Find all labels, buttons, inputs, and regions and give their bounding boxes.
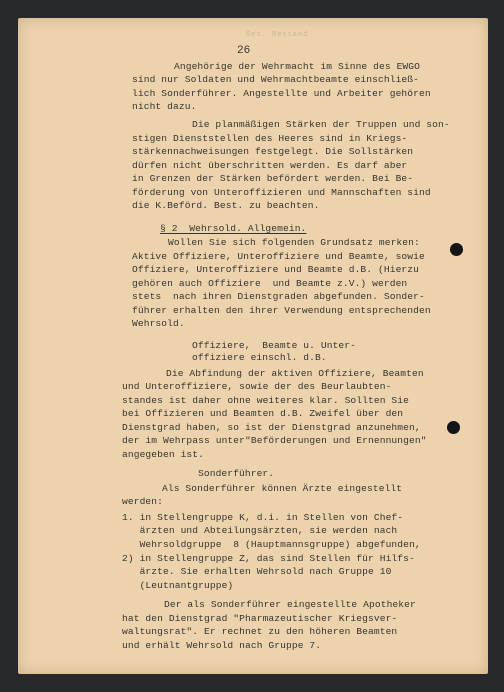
subheading: Sonderführer. [198,468,275,479]
text-line: nicht dazu. [132,101,197,112]
text-line: Der als Sonderführer eingestellte Apotheker [164,599,416,610]
text-line: lich Sonderführer. Angestellte und Arbeiter gehören [132,88,431,99]
text-line: gehören auch Offiziere und Beamte z.V.) werden [132,278,408,289]
text-line: und Unteroffiziere, sowie der des Beurlaubten- [122,381,392,392]
list-item: ärzte. Sie erhalten Wehrsold nach Gruppe 10 [122,566,392,577]
text-line: werden: [122,496,164,507]
text-line: Dienstgrad haben, so ist der Dienstgrad anzunehmen, [122,422,421,433]
text-line: Angehörige der Wehrmacht im Sinne des EWGO [174,61,421,72]
subheading: Offiziere, Beamte u. Unter- [192,340,357,351]
text-line: der im Wehrpass unter"Beförderungen und Ernennungen" [122,435,427,446]
list-item: ärzten und Abteilungsärzten, sie werden nach [122,525,398,536]
text-line: und erhält Wehrsold nach Gruppe 7. [122,640,322,651]
text-line: förderung von Unteroffizieren und Mannschaften sind [132,187,431,198]
text-line: stärkennachweisungen festgelegt. Die Sollstärken [132,146,414,157]
list-item: Wehrsoldgruppe 8 (Hauptmannsgruppe) abgefunden, [122,539,421,550]
list-item: 1. in Stellengruppe K, d.i. in Stellen von Chef- [122,512,404,523]
text-line: bei Offizieren und Beamten d.B. Zweifel über den [122,408,404,419]
text-line: stets nach ihren Dienstgraden abgefunden. Sonder- [132,291,425,302]
text-line: angegeben ist. [122,449,205,460]
text-line: Die planmäßigen Stärken der Truppen und son- [192,119,450,130]
text-line: Offiziere, Unteroffiziere und Beamte d.B. (Hierzu [132,264,420,275]
text-line: dürfen nicht überschritten werden. Es darf aber [132,160,408,171]
text-line: standes ist daher ohne weiteres klar. Sollten Sie [122,395,410,406]
page-number: 26 [237,45,251,57]
list-item: 2) in Stellengruppe Z, das sind Stellen für Hilfs- [122,553,415,564]
text-line: Die Abfindung der aktiven Offiziere, Beamten [166,368,424,379]
text-line: in Grenzen der Stärken befördert werden. Bei Be- [132,173,414,184]
text-line: führer erhalten den ihrer Verwendung entsprechenden [132,305,431,316]
subheading: offiziere einschl. d.B. [192,352,327,363]
text-line: Wollen Sie sich folgenden Grundsatz merken: [168,237,420,248]
text-line: stigen Dienststellen des Heeres sind in Kriegs- [132,133,408,144]
text-line: sind nur Soldaten und Wehrmachtbeamte einschließ- [132,74,420,85]
section-heading: § 2 Wehrsold. Allgemein. [160,223,307,234]
text-line: Wehrsold. [132,318,185,329]
archive-stamp: Ges. Bestand [246,31,309,39]
punch-hole-bottom [447,421,460,434]
list-item: (Leutnantgruppe) [122,580,234,591]
punch-hole-top [450,243,463,256]
text-line: die K.Beförd. Best. zu beachten. [132,200,320,211]
text-line: hat den Dienstgrad "Pharmazeutischer Kriegsver- [122,613,398,624]
text-line: Aktive Offiziere, Unteroffiziere und Beamte, sowie [132,251,425,262]
text-line: waltungsrat". Er rechnet zu den höheren Beamten [122,626,398,637]
text-line: Als Sonderführer können Ärzte eingestellt [162,483,403,494]
